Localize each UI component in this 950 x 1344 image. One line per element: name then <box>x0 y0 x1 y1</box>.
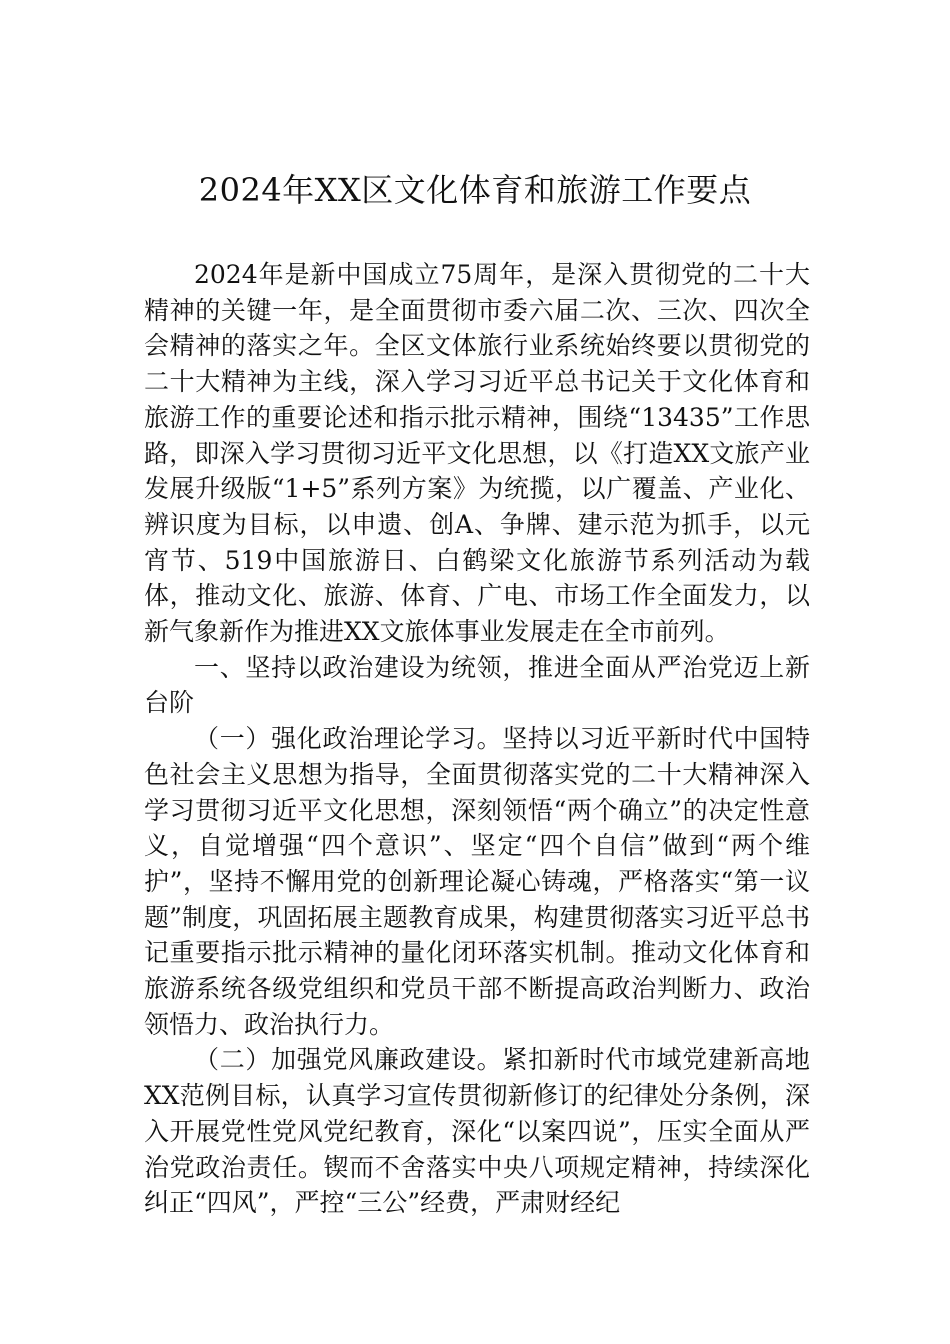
document-body <box>144 257 810 1221</box>
intro-paragraph: 2024年是新中国成立75周年，是深入贯彻党的二十大精神的关键一年，是全面贯彻市委六届二次、三次、四次全会精神的落实之年。全区文体旅行业系统始终要以贯彻党的二十大精神为主线，深入学习习近平总书记关于文化体育和旅游工作的重要论述和指示批示精神，围绕“13435”工作思路，即深入学习贯彻习近平文化思想，以《打造XX文旅产业发展升级版“1+5”系列方案》为统揽，以广覆盖、产业化、辨识度为目标，以申遗、创A、争牌、建示范为抓手，以元宵节、519中国旅游日、白鹤梁文化旅游节系列活动为载体，推动文化、旅游、体育、广电、市场工作全面发力，以新气象新作为推进XX文旅体事业发展走在全市前列。 <box>144 260 810 647</box>
document-title: 2024年XX区文化体育和旅游工作要点 <box>198 171 752 209</box>
section-heading-1: 一、坚持以政治建设为统领，推进全面从严治党迈上新台阶 <box>144 652 810 718</box>
subsection-paragraph-1: （一）强化政治理论学习。坚持以习近平新时代中国特色社会主义思想为指导，全面贯彻落实党的二十大精神深入学习贯彻习近平文化思想，深刻领悟“两个确立”的决定性意义，自觉增强“四个意识”、坚定“四个自信”做到“两个维护”，坚持不懈用党的创新理论凝心铸魂，严格落实“第一议题”制度，巩固拓展主题教育成果，构建贯彻落实习近平总书记重要指示批示精神的量化闭环落实机制。推动文化体育和旅游系统各级党组织和党员干部不断提高政治判断力、政治领悟力、政治执行力。 <box>144 724 810 1039</box>
subsection-paragraph-2: （二）加强党风廉政建设。紧扣新时代市域党建新高地XX范例目标，认真学习宣传贯彻新修订的纪律处分条例，深入开展党性党风党纪教育，深化“以案四说”，压实全面从严治党政治责任。锲而不舍落实中央八项规定精神，持续深化纠正“四风”，严控“三公”经费，严肃财经纪 <box>144 1045 810 1218</box>
